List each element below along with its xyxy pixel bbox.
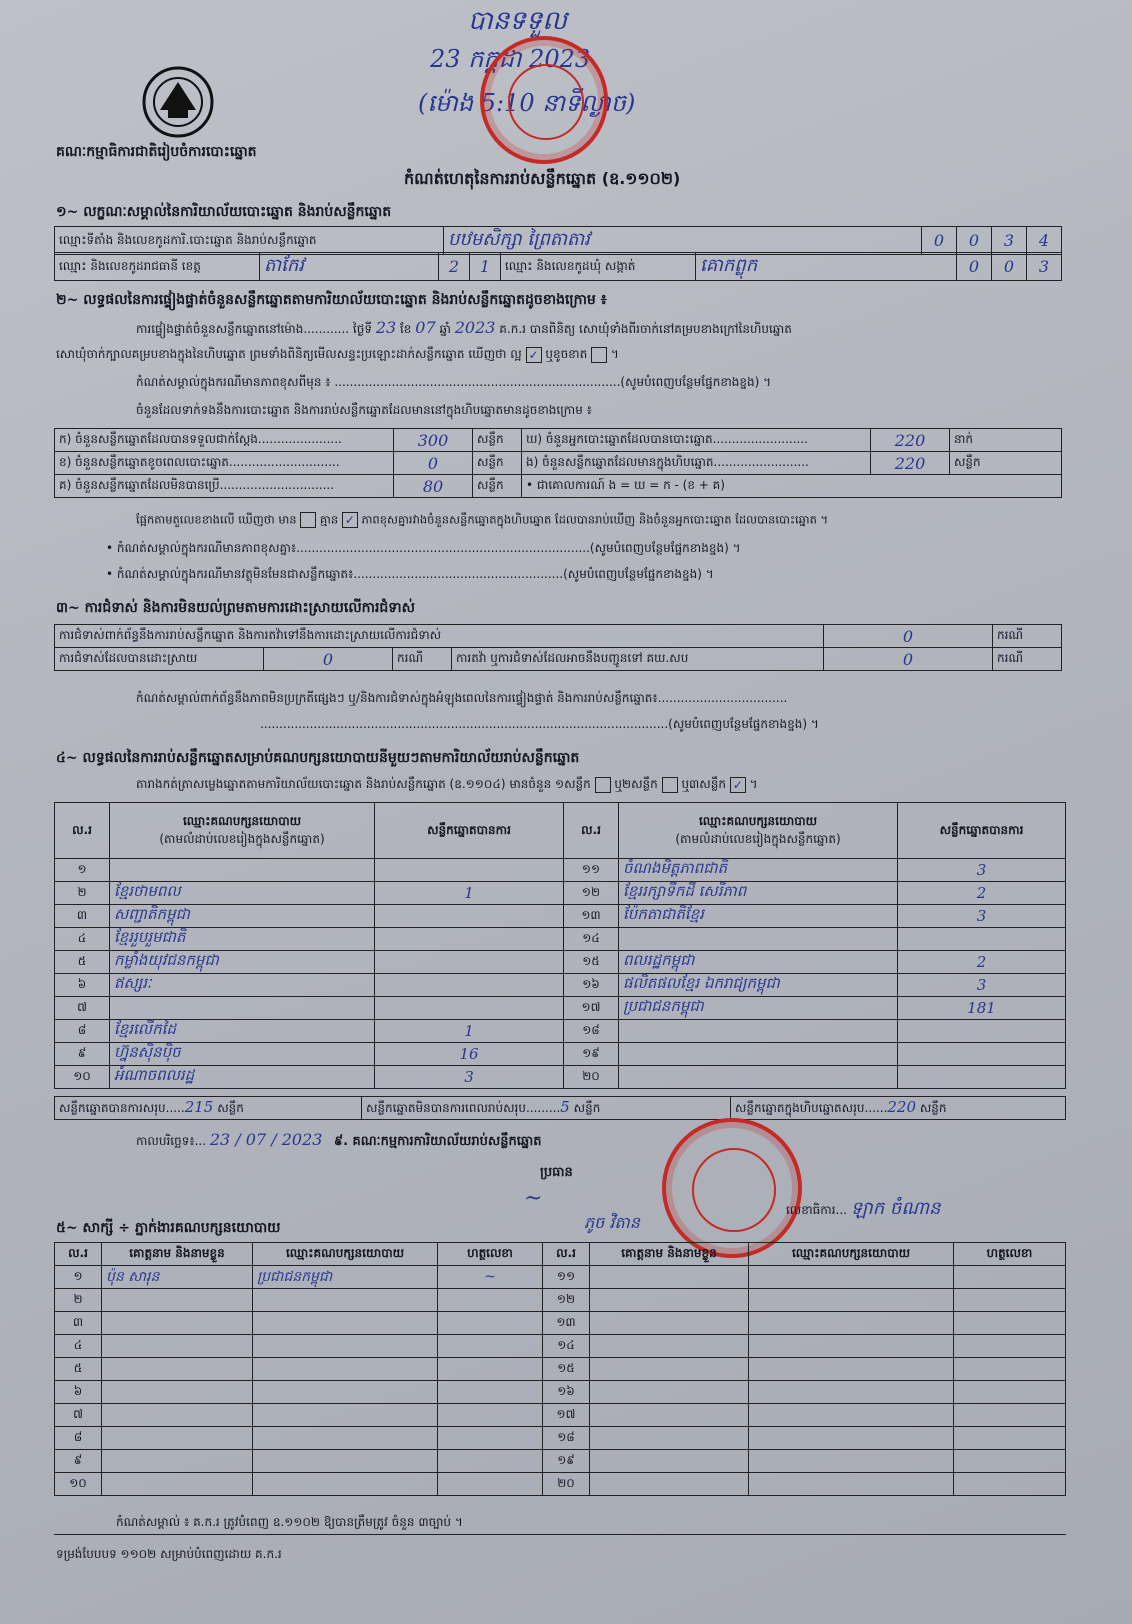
two-sheet-checkbox[interactable] bbox=[662, 777, 678, 793]
witness-party bbox=[253, 1404, 438, 1427]
col-no-right: ល.រ bbox=[564, 803, 619, 859]
witness-name bbox=[102, 1450, 253, 1473]
received-ballots-unit: សន្លឹក bbox=[473, 429, 522, 452]
party-name bbox=[110, 997, 375, 1020]
commune-code-3: 3 bbox=[1027, 253, 1062, 281]
table-row bbox=[55, 997, 1066, 1020]
witness-no: ១៧ bbox=[543, 1404, 590, 1427]
witness-signature: ~ bbox=[438, 1266, 543, 1289]
row-no: ៨ bbox=[55, 1020, 110, 1043]
note-discrepancy: • កំណត់សម្គាល់ក្នុងករណីមានភាពខុសគ្នា៖.............................................................................(សូមបំពេញបន្ថែមផ្នែកខាងខ្នង) ។ bbox=[106, 541, 741, 555]
witness-signature bbox=[954, 1427, 1066, 1450]
province-code-1: 2 bbox=[439, 253, 470, 281]
received-time: (ម៉ោង 5:10 នាទីល្ងាច) bbox=[418, 89, 636, 117]
form-title: កំណត់ហេតុនៃការរាប់សន្លឹកឆ្នោត (ឧ.១១០២) bbox=[404, 169, 681, 188]
party-votes: 3 bbox=[375, 1066, 564, 1089]
w-col-party-right: ឈ្មោះគណបក្សនយោបាយ bbox=[749, 1243, 954, 1266]
party-votes bbox=[898, 928, 1066, 951]
row-no: ១៧ bbox=[564, 997, 619, 1020]
w-col-sign-left: ហត្ថលេខា bbox=[438, 1243, 543, 1266]
row-no: ១៥ bbox=[564, 951, 619, 974]
party-votes: 3 bbox=[898, 859, 1066, 882]
discrepancy-text: ផ្អែកតាមតួលេខខាងលើ ឃើញថា មាន bbox=[136, 512, 297, 527]
witness-signature bbox=[954, 1450, 1066, 1473]
table-row bbox=[55, 1043, 1066, 1066]
formula: • ជាគោលការណ៍ ង = ឃ = ក - (ខ + គ) bbox=[522, 475, 1062, 498]
witness-signature bbox=[438, 1381, 543, 1404]
party-votes: 181 bbox=[898, 997, 1066, 1020]
three-sheet-checkbox[interactable]: ✓ bbox=[730, 777, 746, 793]
commune-code-1: 0 bbox=[957, 253, 992, 281]
official-stamp-top bbox=[480, 36, 608, 164]
w-col-no-left: ល.រ bbox=[55, 1243, 102, 1266]
witness-name bbox=[590, 1289, 749, 1312]
party-name bbox=[619, 928, 898, 951]
footer-divider bbox=[54, 1534, 1066, 1535]
col-party-left-sub: (តាមលំដាប់លេខរៀងក្នុងសន្លឹកឆ្នោត) bbox=[159, 831, 325, 846]
location-code-2: 0 bbox=[957, 227, 992, 255]
resolved-value: 0 bbox=[264, 648, 393, 671]
party-votes bbox=[898, 1043, 1066, 1066]
section1-table-row2 bbox=[54, 252, 1062, 281]
year-label: ឆ្នាំ bbox=[439, 322, 451, 336]
witness-name bbox=[590, 1381, 749, 1404]
complaints-label: ការជំទាស់ពាក់ព័ន្ធនឹងការរាប់សន្លឹកឆ្នោត និងការតវ៉ាទៅនឹងការដោះស្រាយលើការជំទាស់ bbox=[55, 625, 824, 648]
row-no: ៧ bbox=[55, 997, 110, 1020]
row-no: ១៩ bbox=[564, 1043, 619, 1066]
col-party-left bbox=[110, 803, 375, 859]
party-name: ខ្មែររួបរួមជាតិ bbox=[110, 928, 375, 951]
party-name: ខ្មែររក្សាទឹកដី សេរីភាព bbox=[619, 882, 898, 905]
section5-title: ៥~ សាក្សី ÷ ភ្នាក់ងារគណបក្សនយោបាយ bbox=[56, 1220, 281, 1236]
party-votes bbox=[375, 859, 564, 882]
voters-label: ឃ) ចំនួនអ្នកបោះឆ្នោតដែលបានបោះឆ្នោត......................... bbox=[522, 429, 871, 452]
section2-title: ២~ លទ្ធផលនៃការផ្ទៀងផ្ទាត់ចំនួនសន្លឹកឆ្នោតតាមការិយាល័យបោះឆ្នោត និងរាប់សន្លឹកឆ្នោតដូចខាងក្រោម ៖ bbox=[56, 292, 607, 308]
complaints-table bbox=[54, 624, 1062, 671]
col-party-right bbox=[619, 803, 898, 859]
witness-signature bbox=[954, 1473, 1066, 1496]
complaints-unit: ករណី bbox=[993, 625, 1062, 648]
table-row bbox=[55, 882, 1066, 905]
party-name: ប៉ែកតាជាតិខ្មែរ bbox=[619, 905, 898, 928]
forwarded-label: ការតវ៉ា ឬការជំទាស់ដែលអាចនឹងបញ្ជូនទៅ គឃ.សប bbox=[452, 648, 824, 671]
witness-no: ១០ bbox=[55, 1473, 102, 1496]
witness-signature bbox=[954, 1312, 1066, 1335]
col-party-right-title: ឈ្មោះគណបក្សនយោបាយ bbox=[698, 813, 818, 828]
witness-name: ប៉ុន សារុន bbox=[102, 1266, 253, 1289]
numbers-intro: ចំនួនដែលទាក់ទងនឹងការបោះឆ្នោត និងការរាប់សន្លឹកឆ្នោតដែលមាននៅក្នុងហិបឆ្នោតមានដូចខាងក្រោម ៖ bbox=[136, 403, 592, 417]
total-invalid-label: សន្លឹកឆ្នោតមិនបានការពេលរាប់សរុប......... bbox=[366, 1101, 561, 1115]
witness-no: ១២ bbox=[543, 1289, 590, 1312]
received-ballots-label: ក) ចំនួនសន្លឹកឆ្នោតដែលបានទទួលជាក់ស្តែង...................... bbox=[55, 429, 394, 452]
w-col-name-left: គោត្តនាម និងនាមខ្លួន bbox=[102, 1243, 253, 1266]
verification-day: 23 bbox=[375, 318, 397, 337]
row-no: ១២ bbox=[564, 882, 619, 905]
witness-party: ប្រជាជនកម្ពុជា bbox=[253, 1266, 438, 1289]
party-name: ខ្មែរថាមពល bbox=[110, 882, 375, 905]
witness-signature bbox=[438, 1335, 543, 1358]
verification-year: 2023 bbox=[454, 318, 496, 337]
received-date: 23 កក្កដា 2023 bbox=[430, 45, 591, 73]
location-code-4: 4 bbox=[1027, 227, 1062, 255]
witness-name bbox=[590, 1335, 749, 1358]
witness-signature bbox=[954, 1266, 1066, 1289]
party-name: ពលរដ្ឋកម្ពុជា bbox=[619, 951, 898, 974]
party-name: ផលិតផលខ្មែរ ឯករាជ្យកម្ពុជា bbox=[619, 974, 898, 997]
party-name bbox=[619, 1020, 898, 1043]
org-name: គណៈកម្មាធិការជាតិរៀបចំការបោះឆ្នោត bbox=[56, 144, 257, 160]
row-no: ១៨ bbox=[564, 1020, 619, 1043]
irregularity-note: កំណត់សម្គាល់ពាក់ព័ន្ធនឹងភាពមិនប្រក្រតីផ្សេងៗ ឬ/និងការជំទាស់ក្នុងអំឡុងពេលនៃការផ្ទៀងផ្ទាត់ និងការរាប់សន្លឹកឆ្នោត៖.................................. bbox=[136, 691, 788, 705]
witness-no: ២០ bbox=[543, 1473, 590, 1496]
section1-title: ១~ លក្ខណៈសម្គាល់នៃការិយាល័យបោះឆ្នោត និងរាប់សន្លឹកឆ្នោត bbox=[56, 204, 392, 220]
witness-party bbox=[749, 1266, 954, 1289]
unused-ballots-unit: សន្លឹក bbox=[473, 475, 522, 498]
row-no: ៦ bbox=[55, 974, 110, 997]
date-label: កាលបរិច្ឆេទ៖... bbox=[136, 1134, 207, 1148]
witness-party bbox=[749, 1381, 954, 1404]
tally-sheet-text: តារាងកត់ត្រាសម្លេងឆ្នោតតាមការិយាល័យបោះឆ្នោត និងរាប់សន្លឹកឆ្នោត (ឧ.១១០៤) មានចំនួន ១សន្លឹក bbox=[136, 777, 591, 791]
w-col-sign-right: ហត្ថលេខា bbox=[954, 1243, 1066, 1266]
footer-form-info: ទម្រង់បែបបទ ១១០២ សម្រាប់បំពេញដោយ គ.ក.រ bbox=[56, 1547, 282, 1561]
witness-no: ៨ bbox=[55, 1427, 102, 1450]
witness-no: ៣ bbox=[55, 1312, 102, 1335]
total-box-unit: សន្លឹក bbox=[919, 1101, 947, 1115]
table-row bbox=[55, 1066, 1066, 1089]
resolved-label: ការជំទាស់ដែលបានដោះស្រាយ bbox=[55, 648, 264, 671]
spoiled-ballots-value: 0 bbox=[394, 452, 473, 475]
col-votes-left: សន្លឹកឆ្នោតបានការ bbox=[375, 803, 564, 859]
witness-name bbox=[102, 1335, 253, 1358]
witness-no: ១៦ bbox=[543, 1381, 590, 1404]
witness-party bbox=[749, 1289, 954, 1312]
col-party-right-sub: (តាមលំដាប់លេខរៀងក្នុងសន្លឹកឆ្នោត) bbox=[675, 831, 841, 846]
box-ballots-unit: សន្លឹក bbox=[950, 452, 1062, 475]
table-row bbox=[55, 1404, 1066, 1427]
party-votes bbox=[375, 905, 564, 928]
witness-name bbox=[590, 1450, 749, 1473]
col-no-left: ល.រ bbox=[55, 803, 110, 859]
witness-rows bbox=[55, 1266, 1066, 1496]
bad-checkbox[interactable] bbox=[591, 347, 607, 363]
official-stamp-bottom bbox=[662, 1118, 802, 1258]
witness-party bbox=[253, 1381, 438, 1404]
witness-no: ៦ bbox=[55, 1381, 102, 1404]
party-votes bbox=[375, 951, 564, 974]
secretary-label: លេខាធិការ... bbox=[786, 1203, 847, 1217]
verification-text-end: គ.ក.រ បានពិនិត្យ សោឃុំទាំងពីរចាក់នៅគម្របខាងក្រៅនៃហិបឆ្នោត bbox=[499, 322, 792, 336]
table-row bbox=[55, 1358, 1066, 1381]
party-votes bbox=[375, 997, 564, 1020]
party-name: កម្លាំងយុវជនកម្ពុជា bbox=[110, 951, 375, 974]
witness-party bbox=[749, 1312, 954, 1335]
table-row bbox=[55, 1450, 1066, 1473]
copies-note: កំណត់សម្គាល់ ៖ គ.ក.រ ត្រូវបំពេញ ឧ.១១០២ ឱ្យបានត្រឹមត្រូវ ចំនួន ៣ច្បាប់ ។ bbox=[116, 1515, 463, 1529]
three-sheet-label: ឬ៣សន្លឹក bbox=[681, 777, 726, 791]
tally-sheet-line: តារាងកត់ត្រាសម្លេងឆ្នោតតាមការិយាល័យបោះឆ្នោត និងរាប់សន្លឹកឆ្នោត (ឧ.១១០៤) មានចំនួន ១សន្លឹក ឬ២សន្លឹក ឬ៣សន្លឹក ✓ ។ bbox=[136, 777, 758, 792]
row-no: ៤ bbox=[55, 928, 110, 951]
unused-ballots-label: គ) ចំនួនសន្លឹកឆ្នោតដែលមិនបានប្រើ.............................. bbox=[55, 475, 394, 498]
box-ballots-value: 220 bbox=[871, 452, 950, 475]
totals-table bbox=[54, 1096, 1066, 1120]
no-discrepancy-label: គ្មាន bbox=[319, 512, 339, 527]
location-code-3: 3 bbox=[992, 227, 1027, 255]
row-no: ៩ bbox=[55, 1043, 110, 1066]
row-no: ១១ bbox=[564, 859, 619, 882]
witness-no: ៧ bbox=[55, 1404, 102, 1427]
witness-name bbox=[102, 1404, 253, 1427]
spoiled-ballots-label: ខ) ចំនួនសន្លឹកឆ្នោតខូចពេលបោះឆ្នោត............................. bbox=[55, 452, 394, 475]
bad-label: ឬខូចខាត bbox=[545, 347, 588, 361]
row-no: ១ bbox=[55, 859, 110, 882]
row-no: ២ bbox=[55, 882, 110, 905]
party-votes bbox=[898, 1066, 1066, 1089]
witness-name bbox=[102, 1381, 253, 1404]
forwarded-value: 0 bbox=[824, 648, 993, 671]
committee-label: ៩. គណៈកម្មការការិយាល័យរាប់សន្លឹកឆ្នោត bbox=[333, 1134, 542, 1149]
witness-party bbox=[749, 1404, 954, 1427]
received-note: បានទទួល bbox=[468, 6, 568, 36]
party-votes: 3 bbox=[898, 905, 1066, 928]
verification-month: 07 bbox=[415, 318, 436, 337]
witness-name bbox=[102, 1358, 253, 1381]
total-box-label: សន្លឹកឆ្នោតក្នុងហិបឆ្នោតសរុប...... bbox=[735, 1101, 888, 1115]
party-name: ឥស្សរៈ bbox=[110, 974, 375, 997]
province-code-2: 1 bbox=[470, 253, 501, 281]
table-row bbox=[55, 1473, 1066, 1496]
witness-party bbox=[253, 1289, 438, 1312]
received-ballots-value: 300 bbox=[394, 429, 473, 452]
witness-party bbox=[749, 1473, 954, 1496]
witness-no: ១៥ bbox=[543, 1358, 590, 1381]
good-checkbox[interactable]: ✓ bbox=[526, 347, 542, 363]
nec-logo bbox=[138, 62, 218, 142]
total-box-value: 220 bbox=[887, 1098, 917, 1116]
voters-unit: នាក់ bbox=[950, 429, 1062, 452]
discrepancy-text-end: ភាពខុសគ្នារវាងចំនួនសន្លឹកឆ្នោតក្នុងហិបឆ្នោត ដែលបានរាប់ឃើញ និងចំនួនអ្នកបោះឆ្នោត ដែលបានបោះឆ្នោត ។ bbox=[361, 512, 829, 527]
party-votes: 1 bbox=[375, 882, 564, 905]
row-no: ១៣ bbox=[564, 905, 619, 928]
party-name: ហ្វ៊ុនស៊ិនប៉ិច bbox=[110, 1043, 375, 1066]
two-sheet-label: ឬ២សន្លឹក bbox=[614, 777, 658, 791]
month-label: ខែ bbox=[400, 322, 412, 336]
witness-party bbox=[749, 1427, 954, 1450]
party-results-table bbox=[54, 802, 1066, 1089]
total-valid-unit: សន្លឹក bbox=[217, 1101, 244, 1115]
province-value: តាកែវ bbox=[260, 253, 439, 281]
witness-no: ៩ bbox=[55, 1450, 102, 1473]
total-invalid-value: 5 bbox=[560, 1098, 570, 1116]
party-rows bbox=[55, 859, 1066, 1089]
table-row bbox=[55, 1427, 1066, 1450]
total-invalid-unit: សន្លឹក bbox=[573, 1101, 601, 1115]
row-no: ២០ bbox=[564, 1066, 619, 1089]
voters-value: 220 bbox=[871, 429, 950, 452]
party-name: អំណាចពលរដ្ឋ bbox=[110, 1066, 375, 1089]
ballot-numbers-table bbox=[54, 428, 1062, 498]
witness-signature bbox=[438, 1450, 543, 1473]
total-valid-value: 215 bbox=[184, 1098, 214, 1116]
date-value: 23 / 07 / 2023 bbox=[209, 1130, 323, 1149]
section1-table bbox=[54, 226, 1062, 255]
witness-no: ១១ bbox=[543, 1266, 590, 1289]
row-no: ៣ bbox=[55, 905, 110, 928]
commune-code-2: 0 bbox=[992, 253, 1027, 281]
witness-signature bbox=[438, 1289, 543, 1312]
no-discrepancy-checkbox[interactable]: ✓ bbox=[342, 512, 358, 528]
witness-no: ១៩ bbox=[543, 1450, 590, 1473]
has-discrepancy-checkbox[interactable] bbox=[300, 512, 316, 528]
box-ballots-label: ង) ចំនួនសន្លឹកឆ្នោតដែលមានក្នុងហិបឆ្នោត......................... bbox=[522, 452, 871, 475]
secretary-name: ឡាក ចំណាន bbox=[850, 1198, 941, 1219]
location-label: ឈ្មោះទីតាំង និងលេខកូដការិ.បោះឆ្នោត និងរាប់សន្លឹកឆ្នោត bbox=[55, 227, 444, 255]
province-label: ឈ្មោះ និងលេខកូដរាជធានី ខេត្ត bbox=[55, 253, 260, 281]
witness-no: ៥ bbox=[55, 1358, 102, 1381]
party-votes bbox=[375, 928, 564, 951]
party-votes: 2 bbox=[898, 951, 1066, 974]
witness-signature bbox=[438, 1473, 543, 1496]
witness-signature bbox=[954, 1358, 1066, 1381]
row-no: ១០ bbox=[55, 1066, 110, 1089]
witness-name bbox=[102, 1473, 253, 1496]
w-col-name-right: គោត្តនាម និងនាមខ្លួន bbox=[590, 1243, 749, 1266]
resolved-unit: ករណី bbox=[393, 648, 452, 671]
witness-party bbox=[253, 1358, 438, 1381]
witness-name bbox=[590, 1427, 749, 1450]
witness-no: ១៤ bbox=[543, 1335, 590, 1358]
seal-check-line: សោឃុំចាក់ក្បាលគម្របខាងក្នុងនៃហិបឆ្នោត ព្រមទាំងពិនិត្យមើលសន្ទះប្រឡោះដាក់សន្លឹកឆ្នោត ឃើញថា ល្អ ✓ ឬខូចខាត ។ bbox=[56, 347, 619, 362]
verification-line bbox=[136, 318, 792, 339]
witness-party bbox=[253, 1427, 438, 1450]
party-votes bbox=[898, 1020, 1066, 1043]
witness-name bbox=[590, 1404, 749, 1427]
row-no: ៥ bbox=[55, 951, 110, 974]
secretary-line bbox=[786, 1196, 940, 1223]
one-sheet-checkbox[interactable] bbox=[595, 777, 611, 793]
section4-title: ៤~ លទ្ធផលនៃការរាប់សន្លឹកឆ្នោតសម្រាប់គណបក្សនយោបាយនីមួយៗតាមការិយាល័យរាប់សន្លឹកឆ្នោត bbox=[56, 750, 580, 766]
table-row bbox=[55, 905, 1066, 928]
total-valid-cell bbox=[55, 1097, 362, 1120]
witness-no: ១៣ bbox=[543, 1312, 590, 1335]
witness-party bbox=[253, 1312, 438, 1335]
col-votes-right: សន្លឹកឆ្នោតបានការ bbox=[898, 803, 1066, 859]
discrepancy-line bbox=[136, 512, 828, 530]
party-name: ខ្មែរលើកដៃ bbox=[110, 1020, 375, 1043]
witness-signature bbox=[954, 1404, 1066, 1427]
chair-name: ភូច វិតាន bbox=[584, 1213, 640, 1232]
witness-name bbox=[590, 1266, 749, 1289]
witness-signature bbox=[438, 1404, 543, 1427]
table-row bbox=[55, 859, 1066, 882]
commune-value: គោកព្លុក bbox=[696, 253, 957, 281]
irregularity-note-end: ...........................................................................................................(សូមបំពេញបន្ថែមផ្នែកខាងខ្នង) ។ bbox=[260, 717, 819, 731]
witness-signature bbox=[954, 1289, 1066, 1312]
witness-signature bbox=[954, 1381, 1066, 1404]
witness-table bbox=[54, 1242, 1066, 1496]
party-name: សញ្ជាតិកម្ពុជា bbox=[110, 905, 375, 928]
total-box-cell bbox=[731, 1097, 1066, 1120]
table-row bbox=[55, 1312, 1066, 1335]
witness-party bbox=[253, 1335, 438, 1358]
row-no: ១៦ bbox=[564, 974, 619, 997]
seal-check-text: សោឃុំចាក់ក្បាលគម្របខាងក្នុងនៃហិបឆ្នោត ព្រមទាំងពិនិត្យមើលសន្ទះប្រឡោះដាក់សន្លឹកឆ្នោត ឃើញថា ល្អ bbox=[56, 347, 522, 361]
witness-name bbox=[102, 1289, 253, 1312]
total-invalid-cell bbox=[362, 1097, 731, 1120]
party-name: ចំណងមិត្តភាពជាតិ bbox=[619, 859, 898, 882]
chair-label: ប្រធាន bbox=[540, 1165, 573, 1180]
note-difference: កំណត់សម្គាល់ក្នុងករណីមានភាពខុសពីមុន ៖ ...........................................................................(សូមបំពេញបន្ថែមផ្នែកខាងខ្នង) ។ bbox=[136, 375, 772, 389]
witness-name bbox=[102, 1427, 253, 1450]
table-row bbox=[55, 1020, 1066, 1043]
chair-signature: ~ bbox=[524, 1186, 543, 1211]
witness-signature bbox=[438, 1312, 543, 1335]
party-votes: 2 bbox=[898, 882, 1066, 905]
party-votes bbox=[375, 974, 564, 997]
party-votes: 16 bbox=[375, 1043, 564, 1066]
witness-party bbox=[253, 1450, 438, 1473]
witness-no: ៤ bbox=[55, 1335, 102, 1358]
section3-title: ៣~ ការជំទាស់ និងការមិនយល់ព្រមតាមការដោះស្រាយលើការជំទាស់ bbox=[56, 600, 415, 616]
location-value: បឋមសិក្សា ព្រៃតាតាវ bbox=[444, 227, 922, 255]
party-name: ប្រជាជនកម្ពុជា bbox=[619, 997, 898, 1020]
witness-no: ២ bbox=[55, 1289, 102, 1312]
table-row bbox=[55, 1335, 1066, 1358]
total-valid-label: សន្លឹកឆ្នោតបានការសរុប..... bbox=[59, 1101, 185, 1115]
date-line bbox=[136, 1130, 542, 1152]
witness-name bbox=[590, 1312, 749, 1335]
witness-signature bbox=[954, 1335, 1066, 1358]
table-row bbox=[55, 928, 1066, 951]
party-votes: 1 bbox=[375, 1020, 564, 1043]
party-votes: 3 bbox=[898, 974, 1066, 997]
witness-party bbox=[253, 1473, 438, 1496]
table-row bbox=[55, 1266, 1066, 1289]
party-name bbox=[619, 1066, 898, 1089]
witness-signature bbox=[438, 1427, 543, 1450]
party-name bbox=[110, 859, 375, 882]
table-row bbox=[55, 951, 1066, 974]
spoiled-ballots-unit: សន្លឹក bbox=[473, 452, 522, 475]
witness-no: ១ bbox=[55, 1266, 102, 1289]
witness-name bbox=[590, 1473, 749, 1496]
witness-name bbox=[102, 1312, 253, 1335]
witness-party bbox=[749, 1335, 954, 1358]
commune-label: ឈ្មោះ និងលេខកូដឃុំ សង្កាត់ bbox=[501, 253, 696, 281]
w-col-party-left: ឈ្មោះគណបក្សនយោបាយ bbox=[253, 1243, 438, 1266]
w-col-no-right: ល.រ bbox=[543, 1243, 590, 1266]
col-party-left-title: ឈ្មោះគណបក្សនយោបាយ bbox=[182, 813, 302, 828]
witness-name bbox=[590, 1358, 749, 1381]
witness-no: ១៨ bbox=[543, 1427, 590, 1450]
table-row bbox=[55, 974, 1066, 997]
note-foreign-objects: • កំណត់សម្គាល់ក្នុងករណីមានវត្ថុមិនមែនជាសន្លឹកឆ្នោត៖.......................................................(សូមបំពេញបន្ថែមផ្នែកខាងខ្នង) ។ bbox=[106, 567, 714, 581]
party-name bbox=[619, 1043, 898, 1066]
row-no: ១៤ bbox=[564, 928, 619, 951]
complaints-value: 0 bbox=[824, 625, 993, 648]
forwarded-unit: ករណី bbox=[993, 648, 1062, 671]
witness-party bbox=[749, 1450, 954, 1473]
table-row bbox=[55, 1289, 1066, 1312]
location-code-1: 0 bbox=[922, 227, 957, 255]
table-row bbox=[55, 1381, 1066, 1404]
witness-party bbox=[749, 1358, 954, 1381]
verification-text: ការផ្ទៀងផ្ទាត់ចំនួនសន្លឹកឆ្នោតនៅម៉ោង............ ថ្ងៃទី bbox=[136, 322, 372, 336]
witness-signature bbox=[438, 1358, 543, 1381]
unused-ballots-value: 80 bbox=[394, 475, 473, 498]
